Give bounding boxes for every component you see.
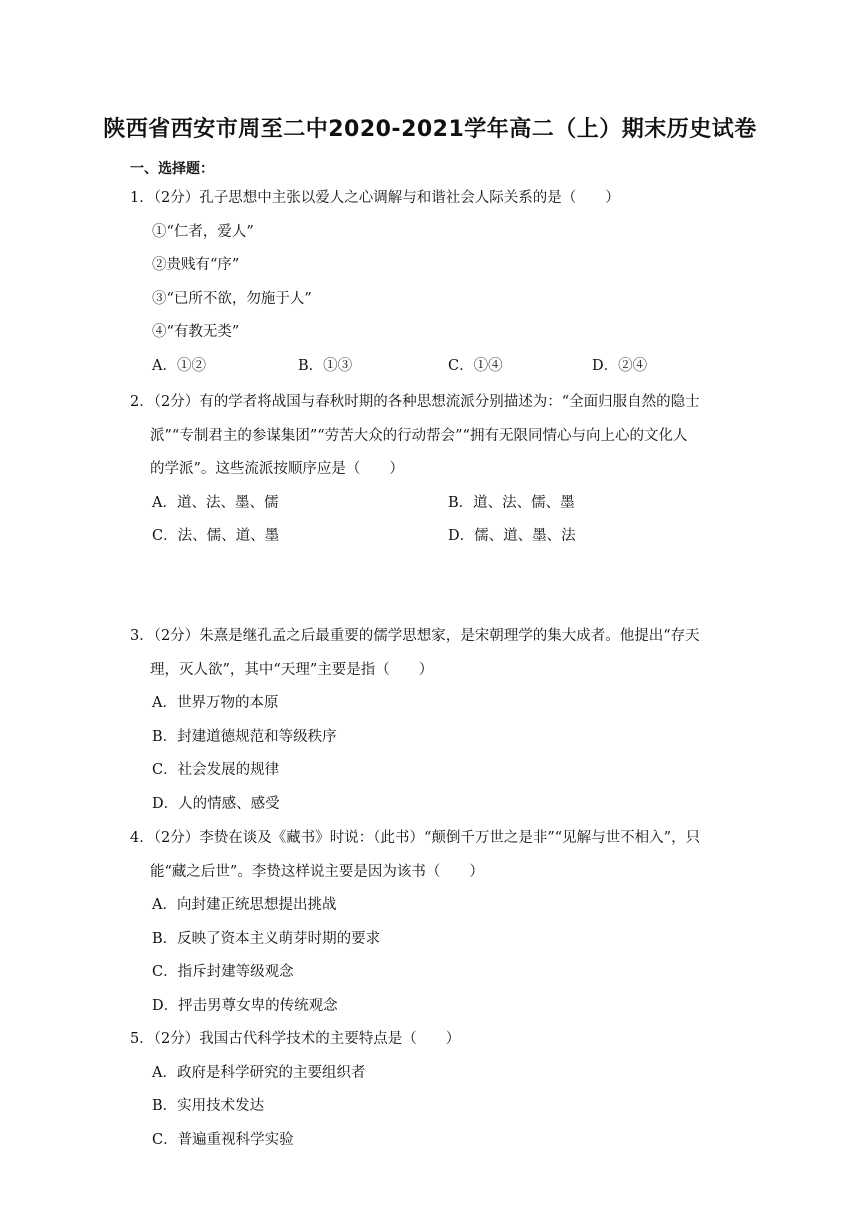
option-b[interactable]: B．道、法、儒、墨 [448,494,575,511]
option-b[interactable]: B．①③ [298,357,353,374]
option-a[interactable]: A．①② [152,357,206,374]
option-a[interactable]: A．世界万物的本原 [152,695,279,711]
question-stem [130,822,732,889]
question-5 [130,1023,732,1157]
stem-line: 派”“专制君主的参谋集团”“劳苦大众的行动帮会”“拥有无限同情心与向上心的文化人 [150,427,688,444]
option-d[interactable]: D．②④ [592,357,648,374]
option-d[interactable]: D．人的情感、感受 [152,795,280,812]
question-stem [130,386,732,487]
stem-line: 理，灭人欲”，其中“天理”主要是指（ ） [150,661,434,678]
option-a[interactable]: A．道、法、墨、儒 [152,494,279,511]
option-a[interactable]: A．向封建正统思想提出挑战 [152,897,337,913]
question-1 [130,182,732,383]
option-c[interactable]: C．社会发展的规律 [152,762,280,778]
option-c[interactable]: C．指斥封建等级观念 [152,964,294,980]
option-d[interactable]: D．儒、道、墨、法 [448,528,576,544]
options-row [130,350,732,384]
page-title: 陕西省西安市周至二中2020-2021学年高二（上）期末历史试卷 [103,117,757,142]
options-row [130,487,732,521]
option-b[interactable]: B．实用技术发达 [152,1098,265,1114]
stem-line: 3．（2分）朱熹是继孔孟之后最重要的儒学思想家，是宋朝理学的集大成者。他提出“存天 [130,628,700,644]
option-c[interactable]: C．普遍重视科学实验 [152,1131,294,1148]
stem-line: 2．（2分）有的学者将战国与春秋时期的各种思想流派分别描述为：“全面归服自然的隐士 [130,394,700,410]
statement-item: ②贵贱有“序” [152,257,240,273]
question-3 [130,620,732,821]
question-4 [130,822,732,1023]
option-c[interactable]: C．①④ [448,357,503,374]
option-c[interactable]: C．法、儒、道、墨 [152,528,280,544]
question-2 [130,386,732,554]
question-stem: 1．（2分）孔子思想中主张以爱人之心调解与和谐社会人际关系的是（ ） [130,190,620,206]
stem-line: 能“藏之后世”。李贽这样说主要是因为该书（ ） [150,863,484,880]
option-b[interactable]: B．反映了资本主义萌芽时期的要求 [152,930,381,947]
section-heading: 一、选择题： [130,161,214,177]
statement-item: ④“有教无类” [152,324,240,340]
question-stem: 5．（2分）我国古代科学技术的主要特点是（ ） [130,1031,461,1047]
option-a[interactable]: A．政府是科学研究的主要组织者 [152,1064,366,1081]
statement-item: ③“已所不欲，勿施于人” [152,290,312,307]
option-d[interactable]: D．抨击男尊女卑的传统观念 [152,997,338,1014]
question-stem [130,620,732,687]
stem-line: 4．（2分）李贽在谈及《藏书》时说：（此书）“颠倒千万世之是非”“见解与世不相入”，只 [130,830,701,846]
statement-item: ①“仁者，爱人” [152,223,254,240]
stem-line: 的学派”。这些流派按顺序应是（ ） [150,461,404,477]
options-row [130,520,732,554]
option-b[interactable]: B．封建道德规范和等级秩序 [152,728,337,745]
